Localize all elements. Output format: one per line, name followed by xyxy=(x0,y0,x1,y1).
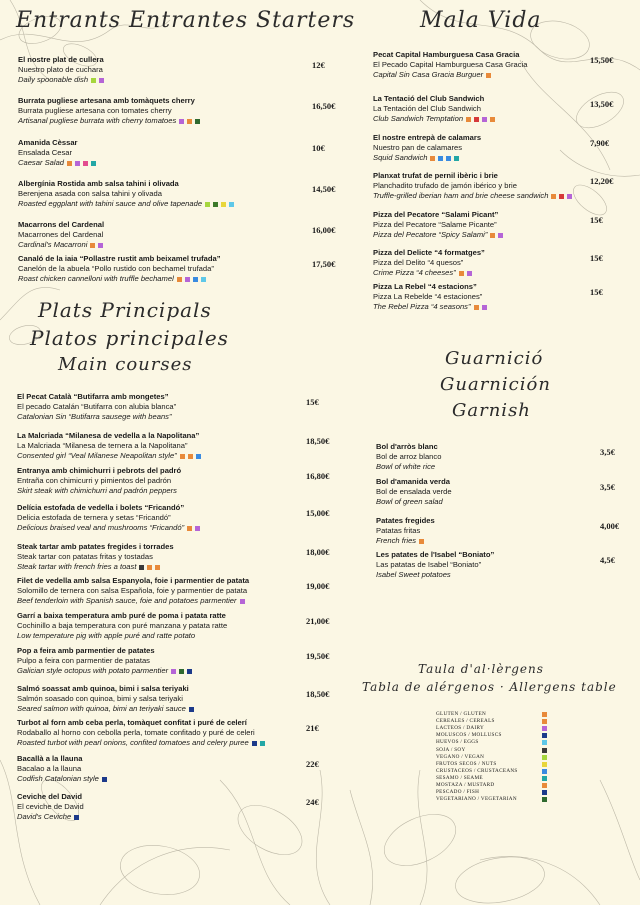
item-name-es: Pizza del Pecatore “Salame Picante” xyxy=(373,220,497,229)
allergen-label: LACTEOS / DAIRY xyxy=(436,725,485,732)
allergen-marker-icon xyxy=(559,194,564,199)
allergen-marker-icon xyxy=(240,599,245,604)
allergen-marker-icon xyxy=(486,73,491,78)
mains-header-en: Main courses xyxy=(58,354,193,375)
item-name-es: Bacalao a la llauna xyxy=(17,764,82,773)
allergen-marker-icon xyxy=(482,305,487,310)
item-name-en: Squid Sandwich xyxy=(373,153,481,163)
allergen-marker-icon xyxy=(498,233,503,238)
item-price: 15€ xyxy=(590,287,603,297)
allergen-marker-icon xyxy=(205,202,210,207)
item-name-es: Ensalada Cesar xyxy=(18,148,73,157)
allergen-marker-icon xyxy=(195,119,200,124)
item-price: 15€ xyxy=(590,253,603,263)
allergen-label: FRUTOS SECOS / NUTS xyxy=(436,760,497,767)
item-name-es: Pizza del Delito “4 quesos” xyxy=(373,258,464,267)
allergen-marker-icon xyxy=(185,277,190,282)
allergen-marker-icon xyxy=(90,243,95,248)
item-price: 15€ xyxy=(306,397,319,407)
allergen-color-icon xyxy=(542,790,547,795)
item-price: 24€ xyxy=(306,797,319,807)
menu-item xyxy=(376,516,435,546)
item-name-en: Bowl of green salad xyxy=(376,497,443,506)
item-price: 14,50€ xyxy=(312,184,336,194)
menu-item xyxy=(17,646,192,676)
item-price: 21€ xyxy=(306,723,319,733)
item-name-en: Galician style octopus with potato parmentier xyxy=(17,666,192,676)
item-name-ca: La Tentació del Club Sandwich xyxy=(373,94,485,103)
menu-item xyxy=(17,503,200,533)
allergen-marker-icon xyxy=(180,454,185,459)
allergen-marker-icon xyxy=(171,669,176,674)
item-name-es: El ceviche de David xyxy=(17,802,84,811)
item-name-es: Nuestro plato de cuchara xyxy=(18,65,103,74)
item-name-ca: Ceviche del David xyxy=(17,792,82,801)
item-name-ca: Delícia estofada de vedella i bolets “Fricandó” xyxy=(17,503,185,512)
menu-item xyxy=(17,792,84,822)
item-price: 7,90€ xyxy=(590,138,610,148)
item-name-en: Low temperature pig with apple puré and ratte potato xyxy=(17,631,196,640)
item-name-en: Daily spoonable dish xyxy=(18,75,104,85)
item-name-en: Crime Pizza “4 cheeses” xyxy=(373,268,485,278)
item-name-en: Roasted turbot with pearl onions, confited tomatoes and celery puree xyxy=(17,738,265,748)
item-name-ca: El Pecat Català “Butifarra amb mongetes” xyxy=(17,392,169,401)
item-name-es: Steak tartar con patatas fritas y tostadas xyxy=(17,552,153,561)
item-name-es: Berenjena asada con salsa tahini y olivada xyxy=(18,189,162,198)
allergens-header-ca: Taula d'al·lèrgens xyxy=(418,662,544,676)
item-name-es: Entraña con chimicurri y pimientos del padrón xyxy=(17,476,172,485)
allergen-marker-icon xyxy=(466,117,471,122)
item-name-ca: Bol d'arròs blanc xyxy=(376,442,438,451)
item-name-es: La Tentación del Club Sandwich xyxy=(373,104,481,113)
item-name-en: Beef tenderloin with Spanish sauce, foie and potatoes parmentier xyxy=(17,596,249,606)
item-price: 19,00€ xyxy=(306,581,330,591)
menu-item xyxy=(373,50,528,80)
menu-item xyxy=(18,96,200,126)
allergen-marker-icon xyxy=(187,669,192,674)
item-name-es: Planchadito trufado de jamón ibérico y brie xyxy=(373,181,517,190)
item-price: 18,50€ xyxy=(306,436,330,446)
item-price: 15,00€ xyxy=(306,508,330,518)
allergen-label: GLUTEN / GLUTEN xyxy=(436,711,487,717)
item-price: 15€ xyxy=(590,215,603,225)
item-name-en: Seared salmon with quinoa, bimi an teriyaki sauce xyxy=(17,704,194,714)
item-price: 10€ xyxy=(312,143,325,153)
allergen-marker-icon xyxy=(98,243,103,248)
item-name-es: Burrata pugliese artesana con tomates cherry xyxy=(18,106,172,115)
item-price: 13,50€ xyxy=(590,99,614,109)
item-name-en: Steak tartar with french fries a toast xyxy=(17,562,174,572)
allergen-marker-icon xyxy=(177,277,182,282)
garnish-header-es: Guarnición xyxy=(440,374,551,395)
item-price: 3,5€ xyxy=(600,447,615,457)
item-price: 4,00€ xyxy=(600,521,620,531)
item-name-en: Bowl of white rice xyxy=(376,462,436,471)
menu-item xyxy=(17,431,201,461)
item-name-ca: El nostre entrepà de calamars xyxy=(373,133,482,142)
allergen-marker-icon xyxy=(196,454,201,459)
item-name-ca: Pop a feira amb parmentier de patates xyxy=(17,646,155,655)
allergen-marker-icon xyxy=(193,277,198,282)
allergen-color-icon xyxy=(542,783,547,788)
item-name-es: Bol de ensalada verde xyxy=(376,487,452,496)
item-name-es: Rodaballo al horno con cebolla perla, tomate confitado y puré de celeri xyxy=(17,728,255,737)
menu-item xyxy=(18,138,96,168)
item-name-es: Bol de arroz blanco xyxy=(376,452,442,461)
allergen-marker-icon xyxy=(221,202,226,207)
item-price: 17,50€ xyxy=(312,259,336,269)
allergen-marker-icon xyxy=(91,78,96,83)
item-name-en: Pizza del Pecatore “Spicy Salami” xyxy=(373,230,503,240)
allergen-marker-icon xyxy=(201,277,206,282)
item-name-ca: Bacallà a la llauna xyxy=(17,754,83,763)
garnish-header-en: Garnish xyxy=(452,400,531,421)
allergen-marker-icon xyxy=(189,707,194,712)
item-price: 18,00€ xyxy=(306,547,330,557)
menu-item xyxy=(373,210,503,240)
allergen-color-icon xyxy=(542,740,547,745)
allergen-marker-icon xyxy=(474,305,479,310)
item-name-en: David's Ceviche xyxy=(17,812,84,822)
allergen-label: MOLUSCOS / MOLLUSCS xyxy=(436,732,502,739)
item-name-ca: Filet de vedella amb salsa Espanyola, foie i parmentier de patata xyxy=(17,576,250,585)
item-name-en: Artisanal pugliese burrata with cherry tomatoes xyxy=(18,116,200,126)
menu-item xyxy=(373,133,481,163)
item-price: 3,5€ xyxy=(600,482,615,492)
allergen-marker-icon xyxy=(438,156,443,161)
item-price: 19,50€ xyxy=(306,651,330,661)
item-name-ca: Steak tartar amb patates fregides i torrades xyxy=(17,542,174,551)
allergen-marker-icon xyxy=(102,777,107,782)
allergen-marker-icon xyxy=(419,539,424,544)
item-name-ca: Planxat trufat de pernil ibèric i brie xyxy=(373,171,498,180)
allergen-marker-icon xyxy=(99,78,104,83)
item-name-es: El Pecado Capital Hamburguesa Casa Gracia xyxy=(373,60,528,69)
allergen-marker-icon xyxy=(490,117,495,122)
allergen-label: VEGETARIANO / VEGETARIAN xyxy=(436,796,517,803)
allergen-marker-icon xyxy=(467,271,472,276)
item-name-ca: Les patates de l'Isabel “Boniato” xyxy=(376,550,495,559)
item-name-en: Roast chicken cannelloni with truffle bechamel xyxy=(18,274,221,284)
item-name-ca: Macarrons del Cardenal xyxy=(18,220,105,229)
allergen-marker-icon xyxy=(490,233,495,238)
menu-item xyxy=(376,477,452,507)
allergen-color-icon xyxy=(542,797,547,802)
item-name-en: The Rebel Pizza “4 seasons” xyxy=(373,302,487,312)
item-name-es: Pulpo a feira con parmentier de patatas xyxy=(17,656,150,665)
mains-header-ca: Plats Principals xyxy=(38,298,212,322)
item-name-es: Las patatas de Isabel “Boniato” xyxy=(376,560,482,569)
menu-item xyxy=(17,718,265,748)
item-name-ca: Entranya amb chimichurri i pebrots del padró xyxy=(17,466,182,475)
item-name-en: Codfish Catalonian style xyxy=(17,774,107,784)
item-name-ca: Patates fregides xyxy=(376,516,435,525)
item-name-en: Delicious braised veal and mushrooms “Fricandó” xyxy=(17,523,200,533)
item-name-ca: Burrata pugliese artesana amb tomàquets cherry xyxy=(18,96,195,105)
allergen-marker-icon xyxy=(252,741,257,746)
allergen-marker-icon xyxy=(567,194,572,199)
allergen-label: MOSTAZA / MUSTARD xyxy=(436,782,495,788)
item-name-es: Pizza La Rebelde “4 estaciones” xyxy=(373,292,483,301)
item-name-ca: La Malcriada “Milanesa de vedella a la Napolitana” xyxy=(17,431,200,440)
item-name-es: El pecado Catalán “Butifarra con alubia blanca” xyxy=(17,402,177,411)
item-name-ca: Turbot al forn amb ceba perla, tomàquet confitat i puré de celerí xyxy=(17,718,247,727)
allergen-color-icon xyxy=(542,762,547,767)
allergen-marker-icon xyxy=(260,741,265,746)
menu-item xyxy=(17,542,174,572)
item-price: 12,20€ xyxy=(590,176,614,186)
item-price: 12€ xyxy=(312,60,325,70)
item-name-ca: Bol d'amanida verda xyxy=(376,477,450,486)
allergen-label: VEGANO / VEGAN xyxy=(436,753,485,760)
allergen-marker-icon xyxy=(187,119,192,124)
item-name-en: Capital Sin Casa Gracia Burguer xyxy=(373,70,528,80)
item-name-ca: Canaló de la iaia “Pollastre rustit amb beixamel trufada” xyxy=(18,254,221,263)
item-name-en: Roasted eggplant with tahini sauce and olive tapenade xyxy=(18,199,234,209)
item-name-ca: Pecat Capital Hamburguesa Casa Gracia xyxy=(373,50,520,59)
allergen-marker-icon xyxy=(139,565,144,570)
menu-item xyxy=(17,466,181,496)
allergen-marker-icon xyxy=(179,669,184,674)
allergen-color-icon xyxy=(542,719,547,724)
allergen-marker-icon xyxy=(147,565,152,570)
item-price: 16,50€ xyxy=(312,101,336,111)
item-name-en: Isabel Sweet potatoes xyxy=(376,570,451,579)
item-price: 16,80€ xyxy=(306,471,330,481)
allergen-color-icon xyxy=(542,712,547,717)
allergen-marker-icon xyxy=(75,161,80,166)
item-name-en: Truffle-grilled iberian ham and brie cheese sandwich xyxy=(373,191,572,201)
item-name-es: Canelón de la abuela “Pollo rustido con bechamel trufada” xyxy=(18,264,214,273)
item-price: 18,50€ xyxy=(306,689,330,699)
allergen-marker-icon xyxy=(195,526,200,531)
allergens-header-es-en: Tabla de alérgenos · Allergens table xyxy=(362,680,617,694)
item-name-ca: Albergínia Rostida amb salsa tahini i olivada xyxy=(18,179,179,188)
allergen-marker-icon xyxy=(482,117,487,122)
starters-header: Entrants Entrantes Starters xyxy=(16,8,356,33)
garnish-header-ca: Guarnició xyxy=(445,348,544,369)
item-name-es: La Malcriada “Milanesa de ternera a la Napolitana” xyxy=(17,441,188,450)
allergen-marker-icon xyxy=(187,526,192,531)
item-name-ca: El nostre plat de cullera xyxy=(18,55,104,64)
allergen-marker-icon xyxy=(67,161,72,166)
allergen-marker-icon xyxy=(91,161,96,166)
item-price: 22€ xyxy=(306,759,319,769)
item-name-ca: Salmó soassat amb quinoa, bimi i salsa teriyaki xyxy=(17,684,189,693)
allergen-marker-icon xyxy=(229,202,234,207)
allergen-label: SESAMO / SEAME xyxy=(436,774,483,781)
mains-header-es: Platos principales xyxy=(30,326,229,350)
menu-item xyxy=(18,179,234,209)
allergen-color-icon xyxy=(542,726,547,731)
menu-item xyxy=(373,282,487,312)
item-name-ca: Garrí a baixa temperatura amb puré de poma i patata ratte xyxy=(17,611,226,620)
item-name-es: Cochinillo a baja temperatura con puré manzana y patata ratte xyxy=(17,621,228,630)
item-name-es: Salmón soasado con quinoa, bimi y salsa teriyaki xyxy=(17,694,183,703)
menu-item xyxy=(17,684,194,714)
item-name-ca: Pizza La Rebel “4 estacions” xyxy=(373,282,477,291)
item-name-en: Cardinal's Macarroni xyxy=(18,240,104,250)
allergen-label: SOJA / SOY xyxy=(436,746,466,753)
item-name-es: Macarrones del Cardenal xyxy=(18,230,104,239)
menu-item xyxy=(373,248,485,278)
menu-item xyxy=(376,550,494,580)
menu-item xyxy=(373,171,572,201)
menu-item xyxy=(373,94,495,124)
allergen-marker-icon xyxy=(474,117,479,122)
item-name-en: Club Sandwich Temptation xyxy=(373,114,495,124)
item-name-ca: Pizza del Delicte “4 formatges” xyxy=(373,248,485,257)
allergen-label: HUEVOS / EGGS xyxy=(436,739,479,746)
allergen-marker-icon xyxy=(83,161,88,166)
allergen-marker-icon xyxy=(179,119,184,124)
item-name-ca: Pizza del Pecatore “Salami Picant” xyxy=(373,210,499,219)
allergen-marker-icon xyxy=(155,565,160,570)
item-name-en: French fries xyxy=(376,536,435,546)
menu-item xyxy=(18,254,221,284)
item-price: 21,00€ xyxy=(306,616,330,626)
item-name-en: Catalonian Sin “Butifarra sausege with beans” xyxy=(17,412,172,421)
allergen-marker-icon xyxy=(446,156,451,161)
menu-item xyxy=(17,754,107,784)
allergen-marker-icon xyxy=(213,202,218,207)
allergen-color-icon xyxy=(542,776,547,781)
allergen-marker-icon xyxy=(454,156,459,161)
item-name-en: Skirt steak with chimichurri and padrón peppers xyxy=(17,486,177,495)
item-name-es: Solomillo de ternera con salsa Española, foie y parmentier de patata xyxy=(17,586,248,595)
allergen-color-icon xyxy=(542,769,547,774)
menu-item xyxy=(17,611,227,641)
mala-vida-header: Mala Vida xyxy=(420,8,542,33)
menu-item xyxy=(17,392,176,422)
allergen-marker-icon xyxy=(459,271,464,276)
allergen-label: CRUSTACEOS / CRUSTACEANS xyxy=(436,767,518,774)
item-price: 15,50€ xyxy=(590,55,614,65)
allergen-label: CEREALES / CEREALS xyxy=(436,718,495,725)
item-name-es: Nuestro pan de calamares xyxy=(373,143,463,152)
menu-item xyxy=(376,442,441,472)
item-name-es: Patatas fritas xyxy=(376,526,421,535)
item-name-ca: Amanida Cèssar xyxy=(18,138,78,147)
allergen-color-icon xyxy=(542,755,547,760)
allergen-color-icon xyxy=(542,748,547,753)
allergen-color-icon xyxy=(542,733,547,738)
menu-item xyxy=(18,55,104,85)
allergen-marker-icon xyxy=(430,156,435,161)
allergen-marker-icon xyxy=(74,815,79,820)
item-price: 16,00€ xyxy=(312,225,336,235)
allergen-label: PESCADO / FISH xyxy=(436,789,480,796)
item-name-en: Consented girl “Veal Milanese Neapolitan style” xyxy=(17,451,201,461)
item-price: 4,5€ xyxy=(600,555,615,565)
menu-item xyxy=(17,576,249,606)
allergen-marker-icon xyxy=(551,194,556,199)
item-name-en: Caesar Salad xyxy=(18,158,96,168)
allergen-marker-icon xyxy=(188,454,193,459)
item-name-es: Delicia estofada de ternera y setas “Fricandó” xyxy=(17,513,171,522)
menu-item xyxy=(18,220,104,250)
